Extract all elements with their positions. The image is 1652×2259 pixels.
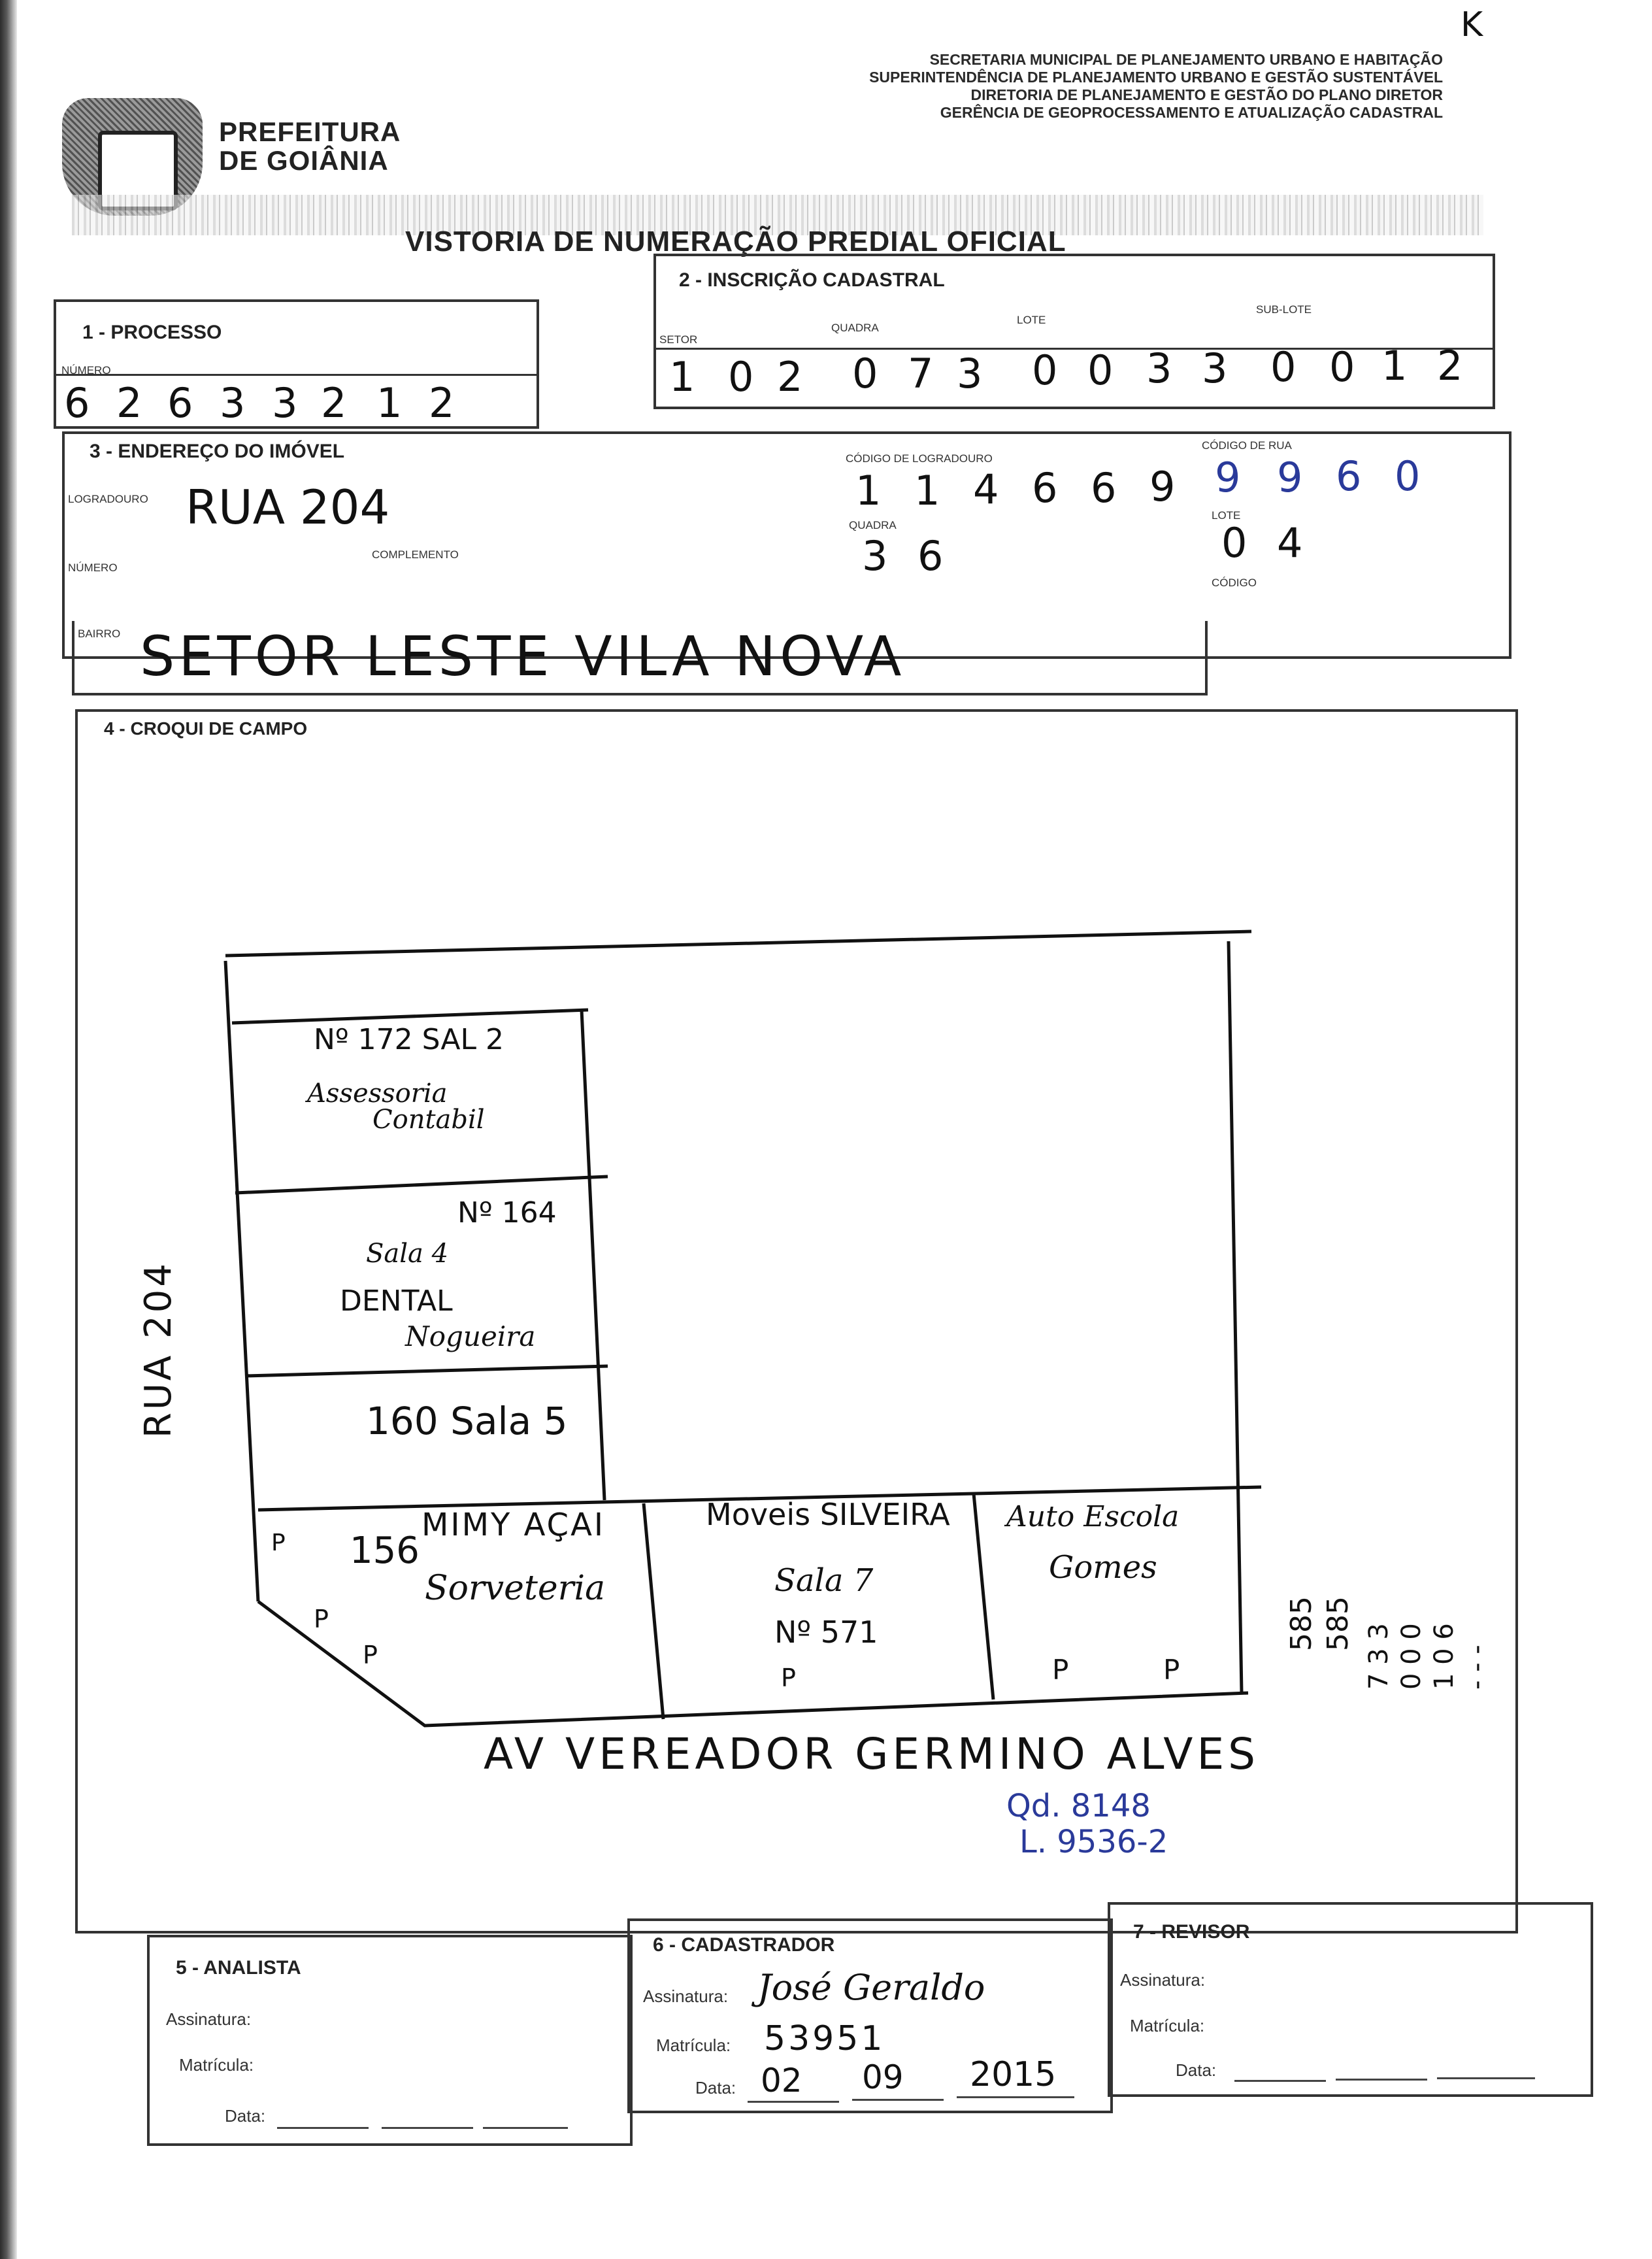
- side-number: 0 0 0: [1396, 1623, 1427, 1690]
- cadastrador-matricula-value: 53951: [764, 2019, 885, 2058]
- municipality-line2: DE GOIÂNIA: [219, 145, 389, 176]
- side-number: 585: [1285, 1596, 1318, 1651]
- processo-digit: 6: [64, 379, 90, 427]
- lote-address-label: LOTE: [1212, 509, 1241, 522]
- lote-address-digit: 0: [1221, 519, 1247, 567]
- bairro-value: SETOR LESTE VILA NOVA: [140, 624, 906, 688]
- complemento-label: COMPLEMENTO: [372, 548, 459, 561]
- setor-digit: 1: [669, 353, 695, 401]
- side-number: 1 0 6: [1429, 1623, 1459, 1690]
- analista-title: 5 - ANALISTA: [176, 1957, 301, 1979]
- sublote-digit: 1: [1381, 342, 1408, 390]
- codigo-logradouro-digit: 9: [1149, 463, 1176, 510]
- lote-digit: 3: [1202, 344, 1228, 392]
- form-title: VISTORIA DE NUMERAÇÃO PREDIAL OFICIAL: [405, 226, 1066, 258]
- logradouro-label: LOGRADOURO: [68, 493, 148, 505]
- cadastrador-matricula-label: Matrícula:: [656, 2035, 731, 2055]
- processo-digit: 1: [376, 379, 403, 427]
- endereco-title: 3 - ENDEREÇO DO IMÓVEL: [90, 441, 345, 462]
- org-line: DIRETORIA DE PLANEJAMENTO E GESTÃO DO PLANO DIRETOR: [970, 86, 1443, 103]
- codigo-rua-digit: 9: [1215, 454, 1241, 501]
- revisor-month-line: [1336, 2079, 1427, 2081]
- unit2-line1: Nº 164: [457, 1196, 557, 1230]
- sublote-digit: 0: [1329, 343, 1355, 391]
- processo-digit: 3: [220, 379, 246, 427]
- codigo-logradouro-digit: 1: [914, 467, 940, 514]
- unit1-line2: Assessoria: [307, 1079, 448, 1109]
- quadra-digit: 7: [908, 350, 934, 397]
- processo-digit: 6: [167, 379, 193, 427]
- org-line: SECRETARIA MUNICIPAL DE PLANEJAMENTO URBANO E HABITAÇÃO: [929, 51, 1443, 68]
- org-line: SUPERINTENDÊNCIA DE PLANEJAMENTO URBANO E GESTÃO SUSTENTÁVEL: [869, 69, 1443, 86]
- side-number: 585: [1321, 1596, 1355, 1651]
- setor-digit: 2: [777, 353, 803, 401]
- revisor-box: [1108, 1902, 1593, 2097]
- codigo-logradouro-digit: 6: [1032, 464, 1058, 512]
- cadastrador-data-day: 02: [761, 2062, 802, 2100]
- corner-mark: K: [1461, 5, 1483, 44]
- cadastrador-data-month: 09: [862, 2058, 904, 2096]
- sublote-digit: 2: [1437, 342, 1463, 390]
- codigo-logradouro-digit: 4: [973, 465, 999, 513]
- codigo-logradouro-digit: 1: [855, 467, 882, 514]
- revisor-year-line: [1437, 2077, 1535, 2079]
- quadra-digit: 0: [852, 350, 878, 397]
- processo-digit: 2: [429, 379, 455, 427]
- unit2-line3: DENTAL: [340, 1284, 453, 1318]
- lote-digit: 0: [1087, 346, 1114, 394]
- entry-mark: P: [314, 1605, 329, 1633]
- cadastrador-data-label: Data:: [695, 2078, 736, 2098]
- revisor-day-line: [1234, 2080, 1326, 2082]
- quadra-digit: 3: [957, 350, 983, 397]
- processo-digit: 3: [272, 379, 298, 427]
- cadastrador-box: [627, 1918, 1113, 2113]
- entry-mark: P: [781, 1664, 796, 1692]
- lote-digit: 3: [1146, 344, 1172, 392]
- unit1-line3: Contabil: [372, 1105, 485, 1135]
- processo-digit: 2: [321, 379, 347, 427]
- entry-mark: P: [271, 1530, 286, 1556]
- cadastrador-month-line: [852, 2099, 944, 2101]
- revisor-assinatura-label: Assinatura:: [1120, 1970, 1206, 1990]
- street-bottom-label: AV VEREADOR GERMINO ALVES: [484, 1729, 1260, 1779]
- quadra-label: QUADRA: [831, 322, 879, 334]
- lote-address-digit: 4: [1277, 519, 1303, 567]
- quadra-address-digit: 3: [862, 532, 888, 580]
- side-number: 7 3 3: [1364, 1623, 1394, 1690]
- qd-ref: Qd. 8148: [1006, 1788, 1151, 1824]
- analista-matricula-label: Matrícula:: [179, 2055, 254, 2075]
- side-numbers: [1283, 1560, 1357, 1651]
- quadra-address-label: QUADRA: [849, 519, 897, 531]
- setor-digit: 0: [728, 353, 754, 401]
- revisor-matricula-label: Matrícula:: [1130, 2016, 1205, 2035]
- sublote-label: SUB-LOTE: [1256, 303, 1312, 316]
- cadastrador-title: 6 - CADASTRADOR: [653, 1934, 835, 1956]
- bairro-label: BAIRRO: [78, 628, 121, 640]
- unit4-line1: MIMY AÇAI: [421, 1507, 606, 1543]
- unit1-line1: Nº 172 SAL 2: [314, 1023, 504, 1056]
- codigo-rua-digit: 6: [1336, 452, 1362, 500]
- codigo-rua-label: CÓDIGO DE RUA: [1202, 439, 1292, 452]
- sublote-digit: 0: [1270, 343, 1297, 391]
- analista-day-line: [277, 2127, 369, 2129]
- unit6-line2: Gomes: [1049, 1549, 1157, 1586]
- analista-data-label: Data:: [225, 2106, 266, 2126]
- lote-ref: L. 9536-2: [1019, 1824, 1168, 1860]
- unit2-line2: Sala 4: [366, 1239, 449, 1269]
- croqui-title: 4 - CROQUI DE CAMPO: [104, 718, 308, 739]
- setor-label: SETOR: [659, 333, 698, 346]
- side-number: - - -: [1462, 1645, 1492, 1690]
- analista-assinatura-label: Assinatura:: [166, 2009, 252, 2029]
- logradouro-value: RUA 204: [186, 480, 390, 535]
- street-side-label: RUA 204: [137, 1261, 180, 1438]
- entry-mark: P: [1163, 1654, 1180, 1686]
- side-numbers-b: [1363, 1592, 1493, 1690]
- org-line: GERÊNCIA DE GEOPROCESSAMENTO E ATUALIZAÇÃO CADASTRAL: [940, 104, 1443, 121]
- unit5-line1: Moveis SILVEIRA: [706, 1497, 950, 1532]
- codigo-logradouro-digit: 6: [1091, 464, 1117, 512]
- cadastrador-assinatura-label: Assinatura:: [643, 1986, 729, 2006]
- cadastrador-day-line: [748, 2101, 839, 2103]
- unit3-line1: 160 Sala 5: [366, 1399, 568, 1443]
- cadastrador-data-year: 2015: [970, 2055, 1057, 2094]
- revisor-title: 7 - REVISOR: [1133, 1921, 1250, 1943]
- lote-digit: 0: [1032, 346, 1058, 394]
- unit5-line3: Nº 571: [774, 1615, 878, 1650]
- quadra-address-digit: 6: [917, 532, 944, 580]
- numero-label: NÚMERO: [68, 561, 118, 574]
- unit4-num: 156: [350, 1530, 420, 1572]
- cadastrador-assinatura-value: José Geraldo: [757, 1967, 985, 2008]
- analista-box: [147, 1935, 633, 2146]
- entry-mark: P: [363, 1641, 378, 1669]
- municipality-line1: PREFEITURA: [219, 116, 401, 147]
- inscricao-title: 2 - INSCRIÇÃO CADASTRAL: [679, 269, 945, 291]
- codigo-rua-digit: 9: [1277, 454, 1303, 501]
- codigo-rua-digit: 0: [1395, 452, 1421, 500]
- lote-label: LOTE: [1017, 314, 1046, 326]
- analista-month-line: [382, 2127, 473, 2129]
- unit5-line2: Sala 7: [774, 1562, 874, 1599]
- unit6-line1: Auto Escola: [1006, 1500, 1180, 1533]
- processo-title: 1 - PROCESSO: [82, 322, 222, 343]
- entry-mark: P: [1052, 1654, 1069, 1686]
- codigo-logradouro-label: CÓDIGO DE LOGRADOURO: [846, 452, 993, 465]
- analista-year-line: [483, 2127, 568, 2129]
- codigo-label: CÓDIGO: [1212, 577, 1257, 589]
- unit2-line4: Nogueira: [405, 1320, 536, 1352]
- unit4-line2: Sorveteria: [425, 1569, 606, 1608]
- processo-digit: 2: [116, 379, 142, 427]
- revisor-data-label: Data:: [1176, 2060, 1217, 2080]
- processo-numero-label: NÚMERO: [61, 364, 111, 376]
- cadastrador-year-line: [957, 2096, 1074, 2098]
